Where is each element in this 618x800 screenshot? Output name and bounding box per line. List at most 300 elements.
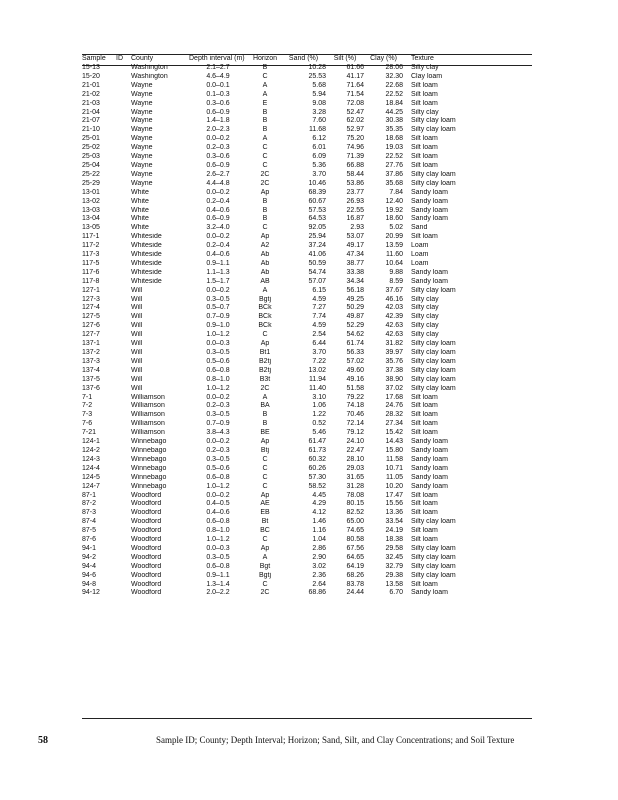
- cell-id: [116, 117, 131, 126]
- cell-sand: 25.94: [308, 233, 326, 241]
- cell-silt: 56.33: [346, 349, 364, 356]
- cell-texture: Silty clay loam: [411, 340, 456, 348]
- cell-texture: Silt loam: [411, 393, 438, 401]
- cell-sample: 127-6: [82, 322, 100, 330]
- cell-sand: 4.59: [312, 295, 326, 303]
- cell-depth: 0.7–0.9: [206, 420, 230, 428]
- cell-sample: 7-21: [82, 429, 97, 437]
- cell-horizon: A: [262, 553, 268, 561]
- cell-horizon: EB: [260, 509, 270, 517]
- table-row: [82, 64, 542, 73]
- table-row: [82, 429, 542, 438]
- cell-id: [116, 367, 131, 376]
- cell-depth: 0.4–0.6: [206, 251, 230, 259]
- cell-horizon: A: [262, 135, 268, 143]
- cell-clay: 18.84: [385, 99, 403, 107]
- cell-id: [116, 269, 131, 278]
- table-body: [82, 64, 542, 598]
- cell-sample: 137-5: [82, 375, 100, 383]
- cell-county: Woodford: [131, 509, 162, 517]
- cell-sample: 25-01: [82, 135, 100, 143]
- cell-sample: 21-02: [82, 90, 100, 98]
- cell-sample: 127-7: [82, 331, 100, 339]
- cell-sample: 21-10: [82, 126, 100, 134]
- cell-sand: 4.29: [312, 500, 326, 508]
- cell-texture: Loam: [411, 259, 429, 267]
- cell-texture: Silt loam: [411, 99, 438, 107]
- cell-sample: 127-3: [82, 295, 100, 303]
- cell-horizon: Ap: [260, 491, 270, 499]
- cell-id: [116, 438, 131, 447]
- cell-sample: 13-01: [82, 188, 100, 196]
- cell-clay: 28.32: [385, 411, 403, 419]
- cell-texture: Sandy loam: [411, 277, 448, 285]
- cell-sample: 117-2: [82, 242, 100, 250]
- table-row: [82, 536, 542, 545]
- cell-depth: 4.4–4.8: [206, 179, 230, 187]
- cell-depth: 0.0–0.2: [206, 393, 230, 401]
- cell-county: Williamson: [131, 402, 165, 410]
- cell-sample: 87-3: [82, 509, 97, 517]
- cell-silt: 75.20: [346, 135, 364, 143]
- cell-sample: 137-2: [82, 349, 100, 356]
- cell-clay: 35.68: [385, 179, 403, 187]
- cell-horizon: Ab: [260, 259, 270, 267]
- cell-sample: 87-4: [82, 518, 97, 526]
- cell-id: [116, 64, 131, 73]
- cell-depth: 1.0–1.2: [206, 482, 230, 490]
- cell-texture: Silt loam: [411, 233, 438, 241]
- cell-silt: 79.12: [346, 429, 364, 437]
- cell-texture: Sandy loam: [411, 206, 448, 214]
- cell-sample: 87-2: [82, 500, 97, 508]
- table-row: [82, 82, 542, 91]
- cell-sample: 13-04: [82, 215, 100, 223]
- cell-county: Wayne: [131, 170, 153, 178]
- cell-id: [116, 91, 131, 100]
- cell-county: Woodford: [131, 518, 162, 526]
- cell-clay: 27.34: [385, 420, 403, 428]
- cell-id: [116, 545, 131, 554]
- cell-silt: 53.07: [346, 233, 364, 241]
- cell-sand: 6.12: [312, 135, 326, 143]
- cell-texture: Silt loam: [411, 161, 438, 169]
- cell-texture: Silty clay loam: [411, 571, 456, 579]
- cell-sand: 9.08: [312, 99, 326, 107]
- cell-silt: 41.17: [346, 72, 364, 80]
- cell-silt: 16.87: [346, 215, 364, 223]
- cell-sand: 4.59: [312, 322, 326, 330]
- cell-depth: 0.8–1.0: [206, 527, 230, 535]
- cell-clay: 10.20: [385, 482, 403, 490]
- cell-texture: Silt loam: [411, 153, 438, 161]
- cell-texture: Clay loam: [411, 72, 443, 80]
- cell-texture: Sand: [411, 224, 428, 232]
- cell-id: [116, 162, 131, 171]
- cell-clay: 38.90: [385, 375, 403, 383]
- table-row: [82, 456, 542, 465]
- cell-id: [116, 153, 131, 162]
- cell-sand: 60.67: [308, 197, 326, 205]
- cell-id: [116, 180, 131, 189]
- cell-sample: 124-4: [82, 464, 100, 472]
- cell-id: [116, 100, 131, 109]
- cell-id: [116, 331, 131, 340]
- column-header-id: ID: [116, 54, 123, 62]
- cell-silt: 57.02: [346, 357, 364, 365]
- cell-depth: 0.8–1.0: [206, 375, 230, 383]
- cell-sample: 124-1: [82, 438, 100, 446]
- cell-horizon: C: [262, 455, 268, 463]
- cell-texture: Silty clay: [411, 322, 439, 330]
- table-row: [82, 171, 542, 180]
- cell-sample: 117-6: [82, 268, 100, 276]
- cell-county: Woodford: [131, 544, 162, 552]
- cell-sand: 50.59: [308, 259, 326, 267]
- cell-id: [116, 465, 131, 474]
- cell-clay: 6.70: [389, 589, 403, 597]
- cell-texture: Loam: [411, 251, 429, 259]
- cell-id: [116, 474, 131, 483]
- table-row: [82, 135, 542, 144]
- cell-id: [116, 429, 131, 438]
- cell-depth: 0.3–0.6: [206, 99, 230, 107]
- cell-texture: Silty clay loam: [411, 544, 456, 552]
- table-row: [82, 109, 542, 118]
- cell-texture: Silty clay loam: [411, 518, 456, 526]
- cell-depth: 0.0–0.2: [206, 438, 230, 446]
- cell-id: [116, 242, 131, 251]
- column-header-depth: Depth interval (m): [189, 54, 245, 62]
- cell-county: Winnebago: [131, 446, 167, 454]
- cell-silt: 80.15: [346, 500, 364, 508]
- cell-depth: 1.4–1.8: [206, 117, 230, 125]
- cell-id: [116, 207, 131, 216]
- cell-depth: 0.2–0.4: [206, 197, 230, 205]
- cell-clay: 17.68: [385, 393, 403, 401]
- cell-sample: 87-1: [82, 491, 97, 499]
- table-caption: Sample ID; County; Depth Interval; Horizon; Sand, Silt, and Clay Concentrations; and Soil Texture: [156, 735, 515, 745]
- cell-id: [116, 313, 131, 322]
- table-row: [82, 402, 542, 411]
- cell-texture: Silty clay: [411, 295, 439, 303]
- cell-silt: 65.00: [346, 518, 364, 526]
- table-row: [82, 215, 542, 224]
- cell-horizon: Ab: [260, 251, 270, 259]
- cell-sample: 13-02: [82, 197, 100, 205]
- table-row: [82, 420, 542, 429]
- cell-depth: 0.0–0.3: [206, 340, 230, 348]
- cell-sample: 94-8: [82, 580, 97, 588]
- cell-sand: 10.28: [308, 64, 326, 71]
- cell-silt: 74.18: [346, 402, 364, 410]
- cell-silt: 64.65: [346, 553, 364, 561]
- cell-clay: 32.79: [385, 562, 403, 570]
- cell-id: [116, 500, 131, 509]
- cell-clay: 20.99: [385, 233, 403, 241]
- cell-horizon: C: [262, 482, 268, 490]
- cell-clay: 22.68: [385, 81, 403, 89]
- table-row: [82, 563, 542, 572]
- cell-silt: 31.28: [346, 482, 364, 490]
- cell-horizon: 2C: [260, 170, 270, 178]
- cell-id: [116, 411, 131, 420]
- column-header-county: County: [131, 54, 154, 62]
- cell-clay: 24.76: [385, 402, 403, 410]
- cell-sample: 13-03: [82, 206, 100, 214]
- cell-sample: 137-4: [82, 366, 100, 374]
- cell-sample: 7-6: [82, 420, 93, 428]
- cell-county: Will: [131, 331, 143, 339]
- table-bottom-rule: [82, 718, 532, 719]
- cell-silt: 52.29: [346, 322, 364, 330]
- cell-sample: 21-01: [82, 81, 100, 89]
- cell-id: [116, 73, 131, 82]
- column-header-horizon: Horizon: [252, 54, 278, 62]
- cell-silt: 62.02: [346, 117, 364, 125]
- cell-sample: 21-03: [82, 99, 100, 107]
- cell-id: [116, 109, 131, 118]
- cell-sample: 94-4: [82, 562, 97, 570]
- cell-sample: 7-2: [82, 402, 93, 410]
- cell-texture: Sandy loam: [411, 188, 448, 196]
- cell-sand: 60.26: [308, 464, 326, 472]
- cell-clay: 15.80: [385, 446, 403, 454]
- cell-county: Wayne: [131, 126, 153, 134]
- page-number: 58: [38, 735, 48, 746]
- cell-horizon: BE: [260, 429, 270, 437]
- cell-clay: 10.64: [385, 259, 403, 267]
- cell-sand: 7.22: [312, 357, 326, 365]
- cell-clay: 35.76: [385, 357, 403, 365]
- cell-silt: 61.74: [346, 340, 364, 348]
- cell-texture: Silt loam: [411, 420, 438, 428]
- cell-horizon: Bt: [261, 518, 269, 526]
- cell-clay: 28.06: [385, 64, 403, 71]
- cell-sand: 11.40: [309, 384, 326, 392]
- cell-silt: 29.03: [346, 464, 364, 472]
- cell-sample: 137-6: [82, 384, 100, 392]
- cell-county: White: [131, 206, 149, 214]
- cell-silt: 71.64: [346, 81, 364, 89]
- cell-horizon: C: [262, 536, 268, 544]
- cell-horizon: Ap: [260, 544, 270, 552]
- cell-silt: 71.39: [346, 153, 364, 161]
- cell-id: [116, 589, 131, 598]
- column-header-silt: Silt (%): [333, 54, 357, 62]
- cell-depth: 0.1–0.3: [206, 90, 230, 98]
- cell-county: Wayne: [131, 108, 153, 116]
- cell-clay: 18.38: [385, 536, 403, 544]
- cell-county: Wayne: [131, 144, 153, 152]
- cell-sand: 5.94: [312, 90, 326, 98]
- cell-sample: 137-1: [82, 340, 100, 348]
- table-row: [82, 331, 542, 340]
- cell-clay: 35.35: [385, 126, 403, 134]
- cell-horizon: B3t: [259, 375, 271, 383]
- cell-id: [116, 385, 131, 394]
- cell-texture: Silt loam: [411, 411, 438, 419]
- cell-depth: 1.0–1.2: [206, 536, 230, 544]
- cell-depth: 0.3–0.5: [206, 295, 230, 303]
- cell-sample: 25-04: [82, 161, 100, 169]
- cell-sand: 58.52: [308, 482, 326, 490]
- cell-horizon: Ap: [260, 188, 270, 196]
- table-row: [82, 117, 542, 126]
- cell-depth: 0.2–0.4: [206, 242, 230, 250]
- cell-sand: 7.27: [312, 304, 326, 312]
- cell-silt: 70.46: [346, 411, 364, 419]
- table-row: [82, 500, 542, 509]
- cell-depth: 0.6–0.9: [206, 161, 230, 169]
- cell-horizon: A2: [260, 242, 270, 250]
- cell-horizon: BC: [260, 527, 270, 535]
- cell-county: White: [131, 188, 149, 196]
- table-row: [82, 545, 542, 554]
- cell-county: Whiteside: [131, 268, 162, 276]
- cell-horizon: C: [262, 153, 268, 161]
- cell-sand: 4.12: [312, 509, 326, 517]
- cell-county: Wayne: [131, 117, 153, 125]
- cell-silt: 78.08: [346, 491, 364, 499]
- cell-silt: 51.58: [346, 384, 364, 392]
- cell-sand: 57.30: [308, 473, 326, 481]
- cell-sample: 25-02: [82, 144, 100, 152]
- cell-sand: 3.10: [312, 393, 326, 401]
- cell-texture: Sandy loam: [411, 464, 448, 472]
- cell-sand: 41.06: [308, 251, 326, 259]
- cell-county: Williamson: [131, 393, 165, 401]
- cell-clay: 15.56: [385, 500, 403, 508]
- cell-id: [116, 340, 131, 349]
- cell-sand: 11.94: [309, 375, 326, 383]
- cell-clay: 27.76: [385, 161, 403, 169]
- cell-id: [116, 171, 131, 180]
- cell-sand: 2.54: [312, 331, 326, 339]
- cell-clay: 24.19: [385, 527, 403, 535]
- cell-silt: 24.10: [346, 438, 364, 446]
- cell-depth: 0.5–0.6: [206, 464, 230, 472]
- cell-county: Whiteside: [131, 277, 162, 285]
- cell-silt: 74.65: [346, 527, 364, 535]
- cell-sand: 5.36: [312, 161, 326, 169]
- cell-sand: 61.73: [308, 446, 326, 454]
- cell-county: Will: [131, 375, 143, 383]
- cell-silt: 2.93: [350, 224, 364, 232]
- cell-id: [116, 492, 131, 501]
- table-row: [82, 153, 542, 162]
- cell-county: Will: [131, 304, 143, 312]
- cell-texture: Loam: [411, 242, 429, 250]
- column-header-texture: Texture: [411, 54, 434, 62]
- cell-silt: 71.54: [346, 90, 364, 98]
- cell-clay: 37.67: [385, 286, 403, 294]
- table-row: [82, 438, 542, 447]
- cell-sand: 0.52: [312, 420, 326, 428]
- cell-sample: 21-04: [82, 108, 100, 116]
- cell-id: [116, 251, 131, 260]
- cell-depth: 0.9–1.0: [206, 322, 230, 330]
- cell-id: [116, 144, 131, 153]
- cell-texture: Silty clay loam: [411, 179, 456, 187]
- cell-horizon: C: [262, 144, 268, 152]
- cell-clay: 42.63: [385, 331, 403, 339]
- cell-id: [116, 82, 131, 91]
- cell-horizon: BCk: [258, 322, 272, 330]
- cell-depth: 0.6–0.8: [206, 562, 230, 570]
- cell-county: Wayne: [131, 90, 153, 98]
- cell-county: Woodford: [131, 571, 162, 579]
- cell-id: [116, 189, 131, 198]
- cell-depth: 0.3–0.5: [206, 349, 230, 356]
- cell-horizon: Ap: [260, 233, 270, 241]
- cell-clay: 18.60: [385, 215, 403, 223]
- cell-silt: 38.77: [346, 259, 364, 267]
- cell-county: Wayne: [131, 99, 153, 107]
- cell-id: [116, 581, 131, 590]
- cell-silt: 22.55: [346, 206, 364, 214]
- table-row: [82, 554, 542, 563]
- cell-county: Woodford: [131, 500, 162, 508]
- table-row: [82, 589, 542, 598]
- cell-horizon: B: [262, 411, 268, 419]
- cell-id: [116, 296, 131, 305]
- cell-silt: 49.87: [346, 313, 364, 321]
- cell-county: Wayne: [131, 179, 153, 187]
- table-header-row: [82, 54, 542, 64]
- cell-horizon: BA: [260, 402, 270, 410]
- cell-depth: 0.4–0.6: [206, 509, 230, 517]
- cell-horizon: B: [262, 206, 268, 214]
- cell-texture: Silty clay: [411, 331, 439, 339]
- cell-depth: 1.1–1.3: [206, 268, 230, 276]
- cell-texture: Silt loam: [411, 135, 438, 143]
- cell-sample: 127-1: [82, 286, 100, 294]
- cell-sand: 68.86: [308, 589, 326, 597]
- cell-sample: 117-8: [82, 277, 100, 285]
- cell-clay: 42.39: [385, 313, 403, 321]
- cell-texture: Silty clay: [411, 64, 439, 71]
- cell-county: White: [131, 215, 149, 223]
- cell-silt: 68.26: [346, 571, 364, 579]
- cell-sand: 1.46: [312, 518, 326, 526]
- cell-id: [116, 420, 131, 429]
- cell-horizon: E: [262, 99, 268, 107]
- cell-id: [116, 527, 131, 536]
- cell-sand: 5.46: [312, 429, 326, 437]
- cell-county: Wayne: [131, 153, 153, 161]
- cell-horizon: A: [262, 90, 268, 98]
- cell-depth: 3.2–4.0: [206, 224, 230, 232]
- cell-horizon: B: [262, 117, 268, 125]
- cell-clay: 13.59: [385, 242, 403, 250]
- cell-horizon: B: [262, 64, 268, 71]
- cell-sand: 2.86: [312, 544, 326, 552]
- cell-depth: 0.3–0.5: [206, 553, 230, 561]
- cell-horizon: 2C: [260, 384, 270, 392]
- cell-id: [116, 126, 131, 135]
- cell-depth: 0.0–0.2: [206, 491, 230, 499]
- table-row: [82, 162, 542, 171]
- cell-depth: 1.5–1.7: [206, 277, 230, 285]
- table-row: [82, 224, 542, 233]
- cell-sand: 68.39: [308, 188, 326, 196]
- cell-id: [116, 233, 131, 242]
- cell-texture: Silty clay loam: [411, 562, 456, 570]
- cell-sand: 61.47: [308, 438, 326, 446]
- cell-depth: 0.2–0.3: [206, 446, 230, 454]
- cell-depth: 3.8–4.3: [206, 429, 230, 437]
